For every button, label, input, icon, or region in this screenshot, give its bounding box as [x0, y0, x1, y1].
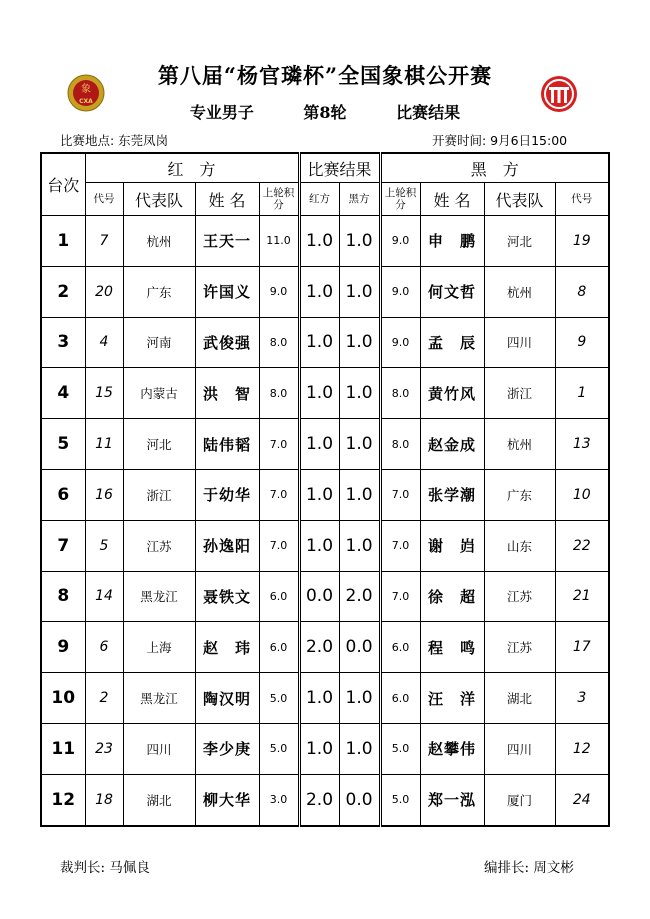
red-code: 2 [85, 673, 123, 724]
black-player-name: 张学潮 [420, 469, 484, 520]
red-prev-points: 6.0 [259, 622, 299, 673]
red-code: 7 [85, 216, 123, 267]
red-team: 上海 [123, 622, 195, 673]
red-code: 14 [85, 571, 123, 622]
black-team: 山东 [484, 520, 555, 571]
red-score-header: 红方 [299, 183, 339, 216]
red-team: 河南 [123, 317, 195, 368]
black-score: 0.0 [339, 622, 380, 673]
red-prev-points: 8.0 [259, 317, 299, 368]
black-team: 江苏 [484, 571, 555, 622]
red-prev-points: 7.0 [259, 520, 299, 571]
black-name-header: 姓 名 [420, 183, 484, 216]
red-player-name: 陆伟韬 [195, 419, 259, 470]
table-row [41, 520, 609, 571]
red-code-header: 代号 [85, 183, 123, 216]
table-row [41, 419, 609, 470]
black-prev-points: 7.0 [380, 520, 420, 571]
board-number: 8 [41, 571, 85, 622]
red-code: 18 [85, 774, 123, 825]
black-code: 17 [555, 622, 609, 673]
black-player-name: 赵攀伟 [420, 723, 484, 774]
black-player-name: 程 鸣 [420, 622, 484, 673]
table-row [41, 723, 609, 774]
black-team: 杭州 [484, 266, 555, 317]
black-team: 浙江 [484, 368, 555, 419]
black-code: 24 [555, 774, 609, 825]
black-prev-points: 7.0 [380, 469, 420, 520]
black-prev-points: 6.0 [380, 622, 420, 673]
table-row [41, 673, 609, 724]
black-code: 3 [555, 673, 609, 724]
venue-text: 比赛地点: 东莞凤岗 [60, 133, 169, 148]
red-prev-points: 6.0 [259, 571, 299, 622]
board-number: 1 [41, 216, 85, 267]
board-number: 4 [41, 368, 85, 419]
red-team: 河北 [123, 419, 195, 470]
board-number: 7 [41, 520, 85, 571]
black-score: 1.0 [339, 317, 380, 368]
black-score: 1.0 [339, 266, 380, 317]
black-prev-points: 5.0 [380, 774, 420, 825]
red-player-name: 柳大华 [195, 774, 259, 825]
board-number: 5 [41, 419, 85, 470]
black-team: 杭州 [484, 419, 555, 470]
red-score: 1.0 [299, 368, 339, 419]
black-team: 广东 [484, 469, 555, 520]
red-team: 四川 [123, 723, 195, 774]
red-score: 1.0 [299, 216, 339, 267]
red-code: 15 [85, 368, 123, 419]
red-score: 1.0 [299, 266, 339, 317]
table-row [41, 774, 609, 825]
red-player-name: 于幼华 [195, 469, 259, 520]
red-prev-points: 11.0 [259, 216, 299, 267]
black-code: 9 [555, 317, 609, 368]
black-player-name: 谢 岿 [420, 520, 484, 571]
red-score: 1.0 [299, 673, 339, 724]
red-team-header: 代表队 [123, 183, 195, 216]
red-player-name: 王天一 [195, 216, 259, 267]
black-prev-points: 6.0 [380, 673, 420, 724]
black-player-name: 何文哲 [420, 266, 484, 317]
red-code: 23 [85, 723, 123, 774]
red-code: 11 [85, 419, 123, 470]
black-prev-points: 5.0 [380, 723, 420, 774]
black-score: 1.0 [339, 673, 380, 724]
page-title: 第八届“杨官璘杯”全国象棋公开赛 [157, 63, 493, 88]
table-row [41, 317, 609, 368]
black-player-name: 黄竹风 [420, 368, 484, 419]
header-row-1 [41, 153, 609, 183]
results-table [40, 152, 610, 827]
board-number: 6 [41, 469, 85, 520]
red-score: 1.0 [299, 469, 339, 520]
black-prev-points: 7.0 [380, 571, 420, 622]
black-prev-points: 8.0 [380, 419, 420, 470]
red-score: 2.0 [299, 774, 339, 825]
table-row [41, 469, 609, 520]
black-team: 四川 [484, 317, 555, 368]
red-team: 广东 [123, 266, 195, 317]
black-score: 1.0 [339, 723, 380, 774]
black-code: 12 [555, 723, 609, 774]
black-team-header: 代表队 [484, 183, 555, 216]
red-code: 16 [85, 469, 123, 520]
category-label: 专业男子 [189, 103, 254, 122]
red-player-name: 孙逸阳 [195, 520, 259, 571]
black-points-header: 上轮积分 [380, 183, 420, 216]
red-prev-points: 5.0 [259, 723, 299, 774]
subtitle [0, 100, 650, 123]
black-player-name: 申 鹏 [420, 216, 484, 267]
black-prev-points: 9.0 [380, 266, 420, 317]
black-team: 江苏 [484, 622, 555, 673]
black-player-name: 郑一泓 [420, 774, 484, 825]
red-score: 1.0 [299, 520, 339, 571]
board-number: 2 [41, 266, 85, 317]
red-code: 20 [85, 266, 123, 317]
black-player-name: 孟 辰 [420, 317, 484, 368]
red-score: 1.0 [299, 723, 339, 774]
board-header: 台次 [41, 153, 85, 216]
black-score: 2.0 [339, 571, 380, 622]
red-prev-points: 3.0 [259, 774, 299, 825]
red-score: 1.0 [299, 419, 339, 470]
table-row [41, 266, 609, 317]
black-prev-points: 8.0 [380, 368, 420, 419]
red-code: 4 [85, 317, 123, 368]
red-name-header: 姓 名 [195, 183, 259, 216]
table-row [41, 571, 609, 622]
black-prev-points: 9.0 [380, 216, 420, 267]
black-team: 河北 [484, 216, 555, 267]
black-team: 四川 [484, 723, 555, 774]
start-time-text: 开赛时间: 9月6日15:00 [432, 133, 568, 148]
red-prev-points: 7.0 [259, 469, 299, 520]
red-player-name: 许国义 [195, 266, 259, 317]
black-code: 13 [555, 419, 609, 470]
black-score: 1.0 [339, 419, 380, 470]
red-team: 杭州 [123, 216, 195, 267]
black-player-name: 汪 洋 [420, 673, 484, 724]
table-row [41, 368, 609, 419]
board-number: 11 [41, 723, 85, 774]
red-side-header: 红 方 [85, 153, 299, 183]
black-code: 10 [555, 469, 609, 520]
board-number: 3 [41, 317, 85, 368]
round-label: 第8轮 [303, 103, 347, 122]
red-team: 江苏 [123, 520, 195, 571]
logo-left-label: CXA [79, 98, 93, 105]
header-row-2 [41, 183, 609, 216]
chief-referee: 裁判长: 马佩良 [60, 860, 150, 876]
red-player-name: 聂铁文 [195, 571, 259, 622]
red-prev-points: 7.0 [259, 419, 299, 470]
red-player-name: 赵 玮 [195, 622, 259, 673]
result-heading: 比赛结果 [396, 103, 461, 122]
board-number: 10 [41, 673, 85, 724]
board-number: 9 [41, 622, 85, 673]
red-code: 6 [85, 622, 123, 673]
red-player-name: 李少庚 [195, 723, 259, 774]
black-code: 19 [555, 216, 609, 267]
red-score: 0.0 [299, 571, 339, 622]
red-team: 内蒙古 [123, 368, 195, 419]
red-points-header: 上轮积分 [259, 183, 299, 216]
red-prev-points: 9.0 [259, 266, 299, 317]
black-score: 0.0 [339, 774, 380, 825]
black-score: 1.0 [339, 520, 380, 571]
black-score: 1.0 [339, 368, 380, 419]
black-player-name: 徐 超 [420, 571, 484, 622]
red-team: 黑龙江 [123, 673, 195, 724]
black-score: 1.0 [339, 469, 380, 520]
black-code: 8 [555, 266, 609, 317]
red-team: 黑龙江 [123, 571, 195, 622]
result-header: 比赛结果 [299, 153, 380, 183]
board-number: 12 [41, 774, 85, 825]
logo-left-char: 象 [81, 84, 91, 95]
red-score: 2.0 [299, 622, 339, 673]
red-code: 5 [85, 520, 123, 571]
black-player-name: 赵金成 [420, 419, 484, 470]
red-prev-points: 5.0 [259, 673, 299, 724]
pairing-chief: 编排长: 周文彬 [484, 860, 574, 876]
black-code: 1 [555, 368, 609, 419]
red-prev-points: 8.0 [259, 368, 299, 419]
black-code: 21 [555, 571, 609, 622]
table-row [41, 622, 609, 673]
black-side-header: 黑 方 [380, 153, 609, 183]
black-code: 22 [555, 520, 609, 571]
red-player-name: 陶汉明 [195, 673, 259, 724]
table-row [41, 216, 609, 267]
black-prev-points: 9.0 [380, 317, 420, 368]
red-score: 1.0 [299, 317, 339, 368]
red-player-name: 洪 智 [195, 368, 259, 419]
red-team: 浙江 [123, 469, 195, 520]
black-score-header: 黑方 [339, 183, 380, 216]
red-team: 湖北 [123, 774, 195, 825]
black-score: 1.0 [339, 216, 380, 267]
red-player-name: 武俊强 [195, 317, 259, 368]
black-team: 湖北 [484, 673, 555, 724]
black-team: 厦门 [484, 774, 555, 825]
black-code-header: 代号 [555, 183, 609, 216]
